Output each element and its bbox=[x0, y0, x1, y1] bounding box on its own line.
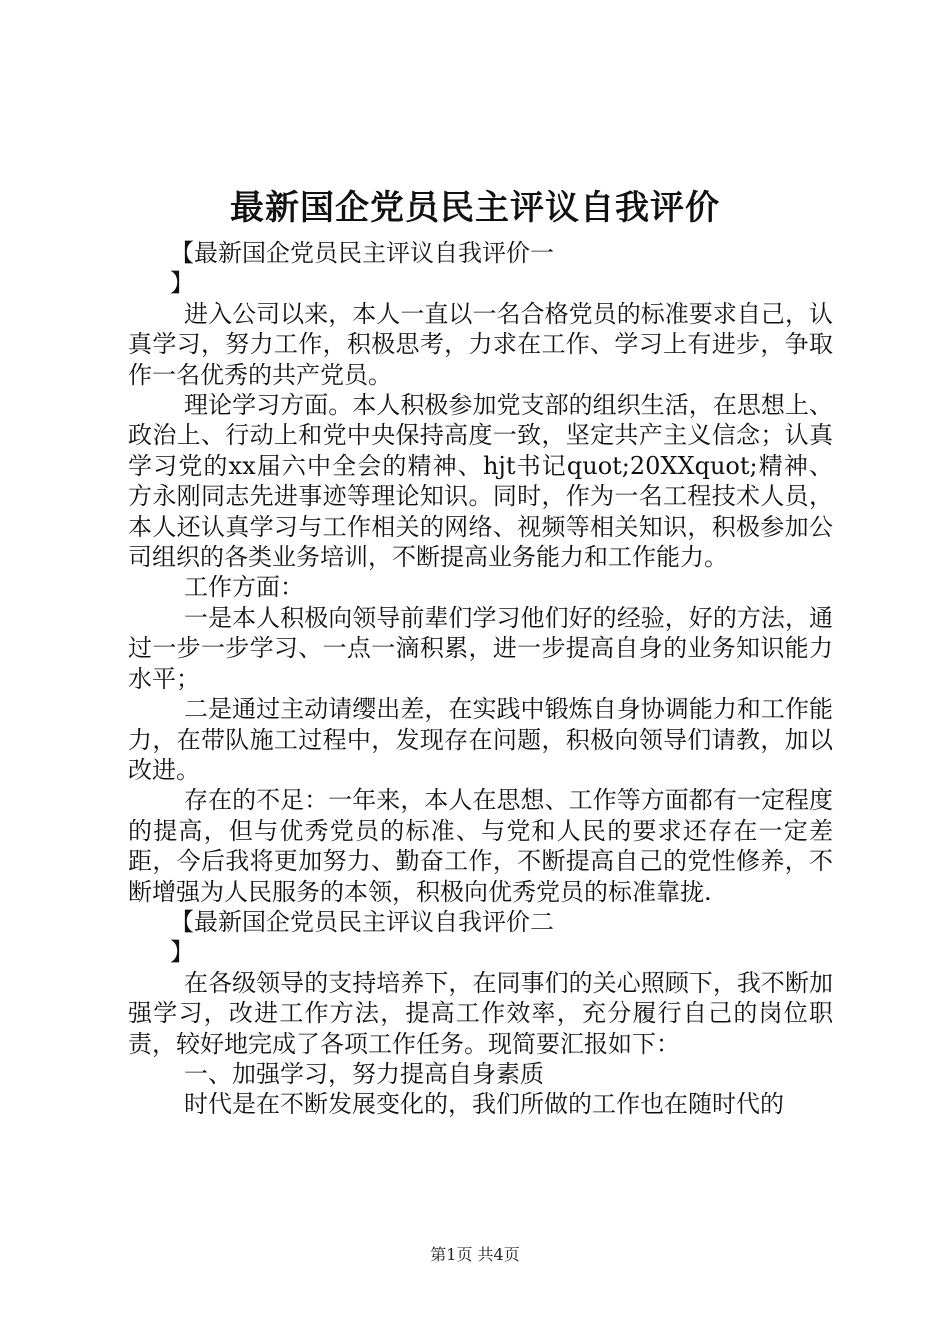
paragraph-theory-study: 理论学习方面。本人积极参加党支部的组织生活，在思想上、政治上、行动上和党中央保持高度一致，坚定共产主义信念；认真学习党的xx届六中全会的精神、hjt书记quot;20XXquot;精神、方永刚同志先进事迹等理论知识。同时，作为一名工程技术人员，本人还认真学习与工作相关的网络、视频等相关知识，积极参加公司组织的各类业务培训，不断提高业务能力和工作能力。 bbox=[128, 391, 833, 572]
page-footer: 第1页 共4页 bbox=[430, 1245, 520, 1264]
section-heading-2 bbox=[128, 907, 833, 968]
document-title: 最新国企党员民主评议自我评价 bbox=[230, 188, 720, 228]
paragraph-work-point-2: 二是通过主动请缨出差，在实践中锻炼自身协调能力和工作能力，在带队施工过程中，发现存在问题，积极向领导们请教，加以改进。 bbox=[128, 695, 833, 784]
section-heading-1 bbox=[128, 238, 833, 299]
paragraph-work-point-1: 一是本人积极向领导前辈们学习他们好的经验，好的方法，通过一步一步学习、一点一滴积累，进一步提高自身的业务知识能力水平； bbox=[128, 603, 833, 693]
paragraph-intro: 进入公司以来，本人一直以一名合格党员的标准要求自己，认真学习，努力工作，积极思考，力求在工作、学习上有进步，争取作一名优秀的共产党员。 bbox=[128, 299, 833, 389]
section-heading-2-text: 【最新国企党员民主评议自我评价二 】 bbox=[170, 907, 554, 967]
paragraph-intro-2: 在各级领导的支持培养下，在同事们的关心照顾下，我不断加强学习，改进工作方法，提高工作效率，充分履行自己的岗位职责，较好地完成了各项工作任务。现简要汇报如下： bbox=[128, 968, 833, 1058]
paragraph-times: 时代是在不断发展变化的，我们所做的工作也在随时代的 bbox=[184, 1090, 784, 1119]
paragraph-shortcomings: 存在的不足：一年来，本人在思想、工作等方面都有一定程度的提高，但与优秀党员的标准、与党和人民的要求还存在一定差距，今后我将更加努力、勤奋工作，不断提高自己的党性修养，不断增强为人民服务的本领，积极向优秀党员的标准靠拢. bbox=[128, 786, 833, 906]
document-body bbox=[128, 238, 833, 1120]
section-heading-1-text: 【最新国企党员民主评议自我评价一 】 bbox=[170, 239, 554, 298]
paragraph-work-heading: 工作方面： bbox=[184, 573, 304, 602]
paragraph-subheading-study: 一、加强学习，努力提高自身素质 bbox=[184, 1059, 544, 1088]
